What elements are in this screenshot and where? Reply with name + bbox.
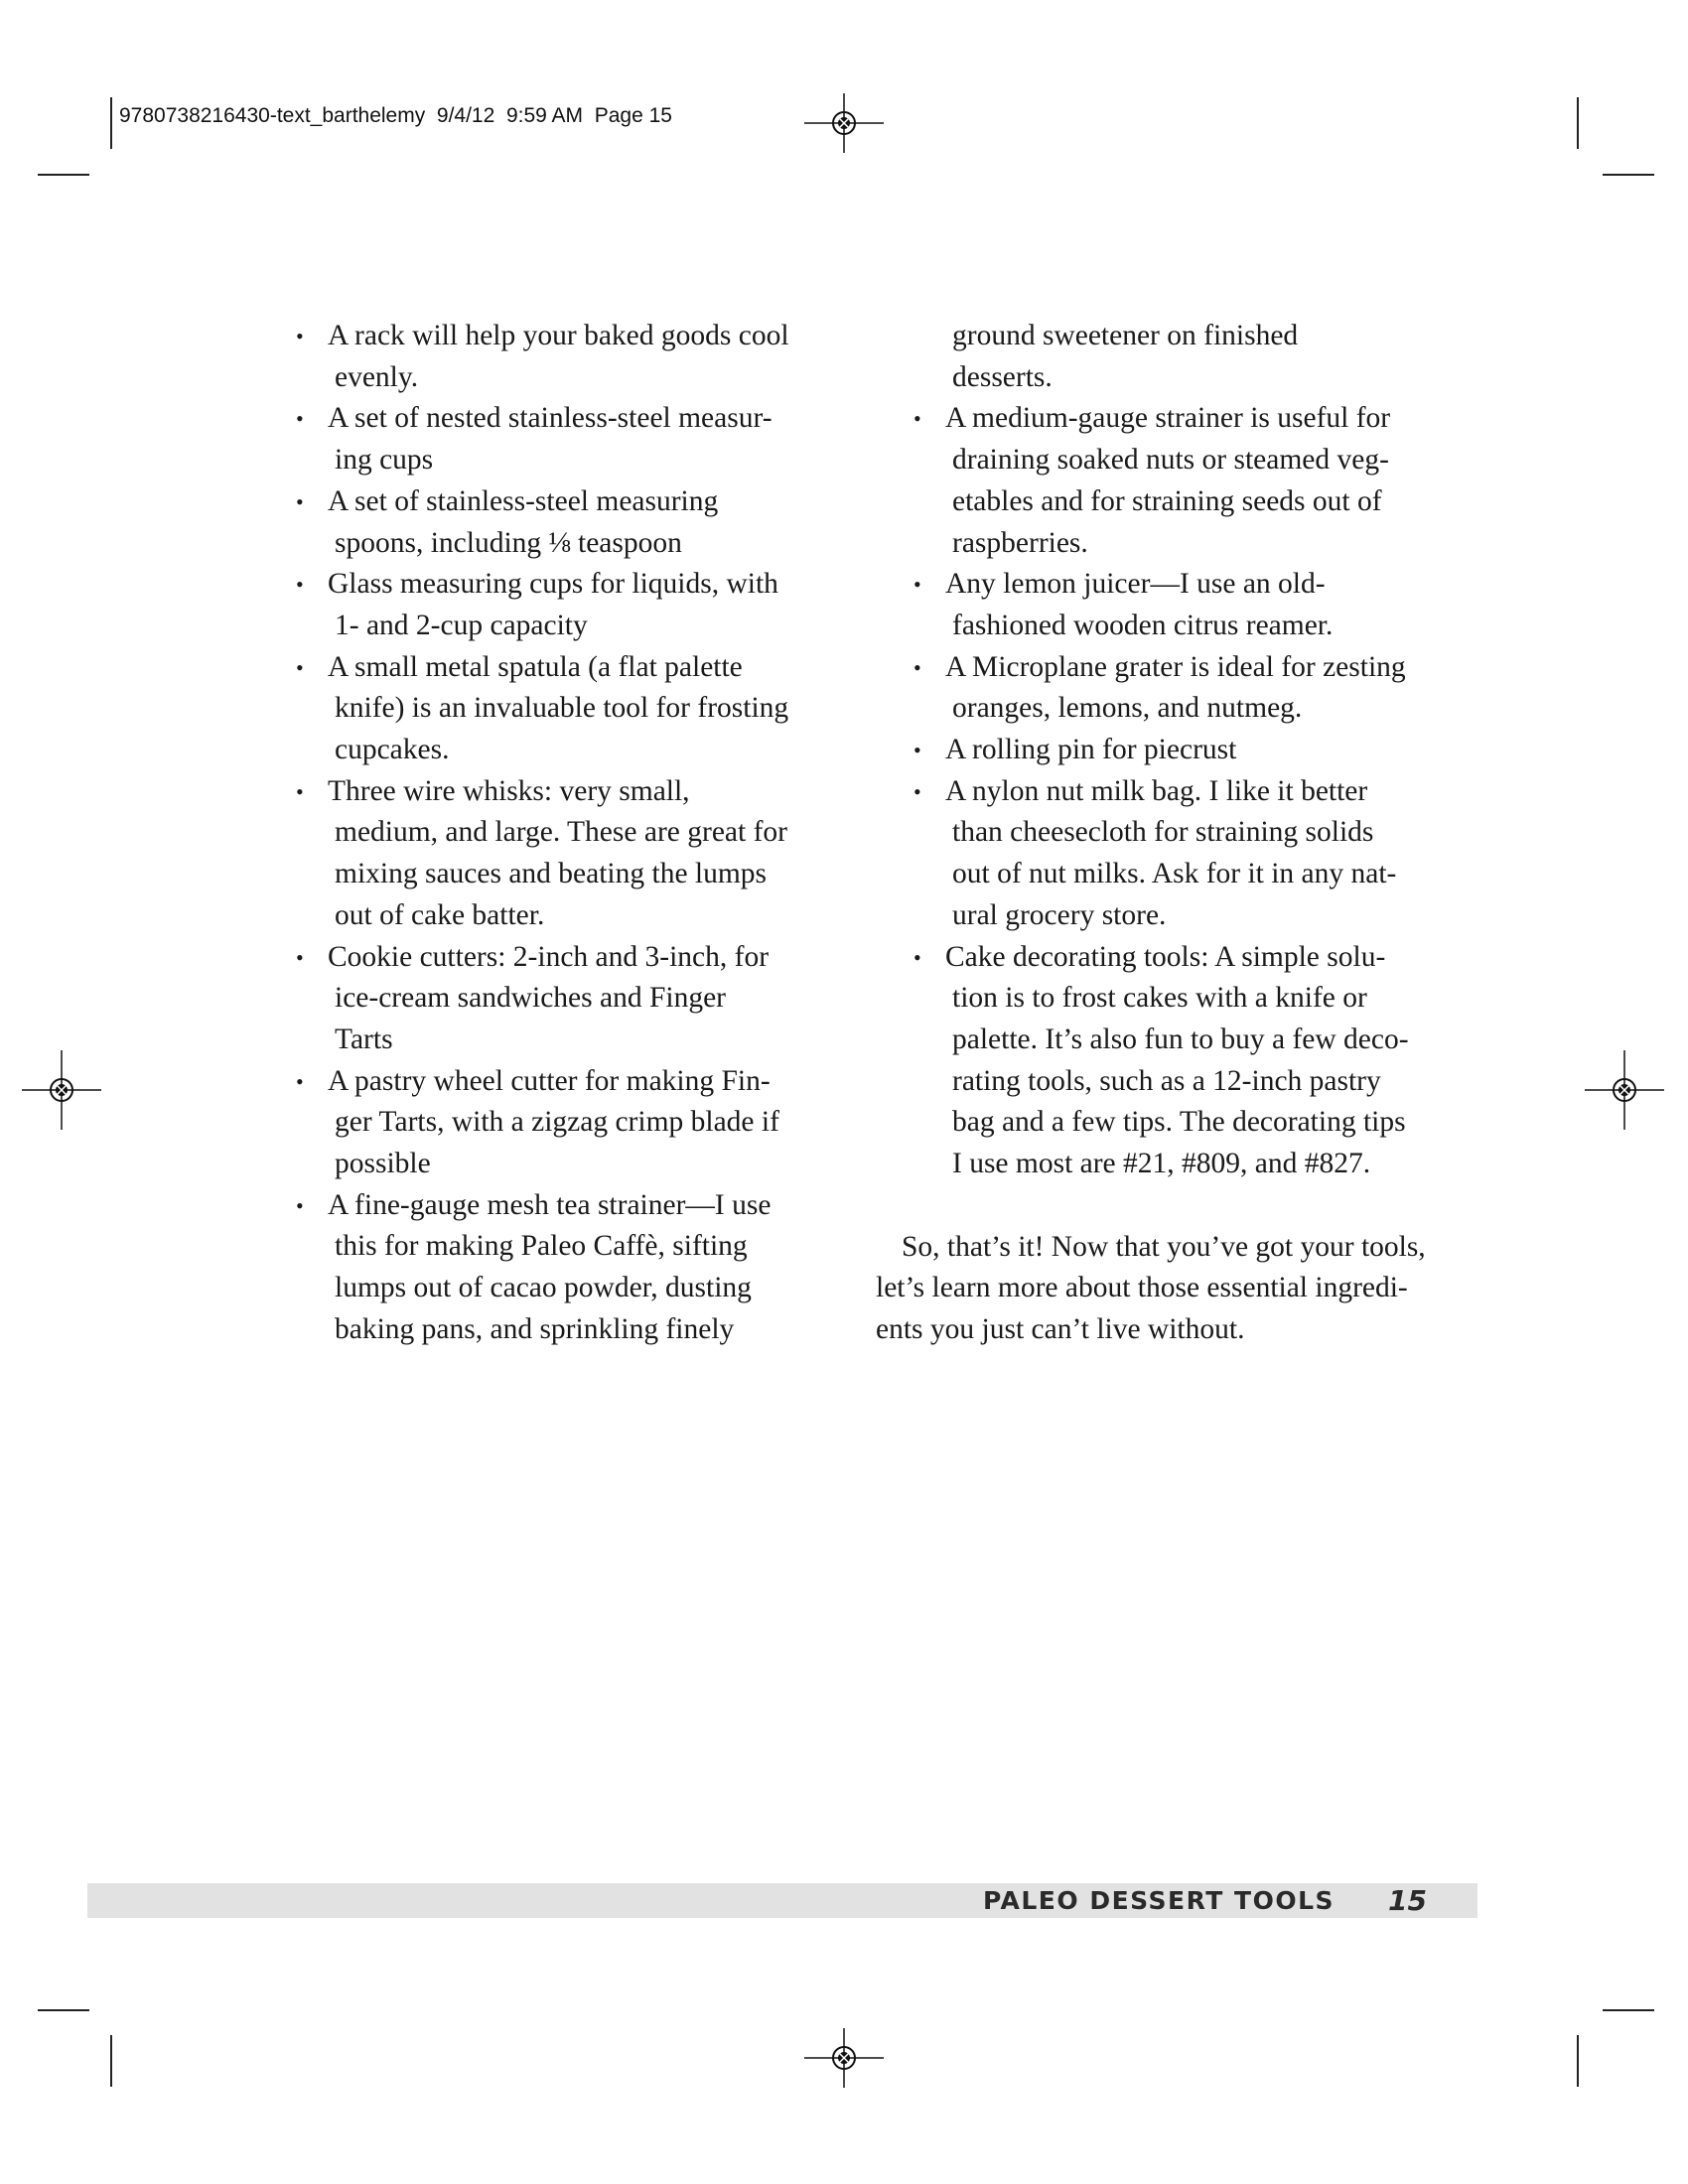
text-line: medium, and large. These are great for bbox=[335, 816, 787, 849]
bullet-icon: • bbox=[296, 1192, 304, 1218]
text-line: ice-cream sandwiches and Finger bbox=[335, 982, 726, 1015]
list-item bbox=[298, 1185, 834, 1351]
text-line: A pastry wheel cutter for making Fin- bbox=[328, 1064, 771, 1097]
text-line: I use most are #21, #809, and #827. bbox=[952, 1148, 1371, 1180]
slug-page-label: Page 15 bbox=[594, 104, 672, 127]
text-line: let’s learn more about those essential ingredi- bbox=[876, 1272, 1408, 1304]
text-line: A fine-gauge mesh tea strainer—I use bbox=[328, 1188, 772, 1221]
crop-mark bbox=[38, 2009, 89, 2011]
closing-paragraph bbox=[876, 1227, 1442, 1351]
text-line: possible bbox=[335, 1148, 431, 1180]
list-item bbox=[298, 937, 834, 1061]
text-line: A medium-gauge strainer is useful for bbox=[945, 402, 1391, 435]
text-line: this for making Paleo Caffè, sifting bbox=[335, 1230, 748, 1263]
text-line: ger Tarts, with a zigzag crimp blade if bbox=[335, 1106, 779, 1139]
list-item bbox=[298, 771, 834, 937]
text-line: Cake decorating tools: A simple solu- bbox=[945, 940, 1386, 973]
text-line: 1- and 2-cup capacity bbox=[335, 609, 588, 641]
text-line: Tarts bbox=[335, 1023, 393, 1055]
crop-mark bbox=[110, 2035, 112, 2087]
left-column bbox=[298, 316, 834, 1351]
bullet-icon: • bbox=[296, 406, 304, 432]
text-line: than cheesecloth for straining solids bbox=[952, 816, 1374, 849]
crop-mark bbox=[1603, 174, 1654, 176]
list-item bbox=[915, 564, 1442, 646]
bullet-icon: • bbox=[296, 944, 304, 970]
crop-mark bbox=[110, 97, 112, 149]
crop-mark bbox=[1577, 2035, 1579, 2087]
text-line: baking pans, and sprinkling finely bbox=[335, 1312, 735, 1345]
text-line: A Microplane grater is ideal for zesting bbox=[945, 650, 1406, 683]
text-line: ents you just can’t live without. bbox=[876, 1313, 1245, 1346]
tools-list-right bbox=[915, 398, 1442, 1184]
bullet-icon: • bbox=[914, 738, 921, 763]
bullet-icon: • bbox=[914, 654, 921, 680]
list-item bbox=[298, 481, 834, 564]
list-item bbox=[915, 398, 1442, 564]
list-item-continuation bbox=[915, 316, 1442, 398]
list-item bbox=[915, 730, 1442, 771]
text-line: oranges, lemons, and nutmeg. bbox=[952, 692, 1303, 725]
text-line: out of cake batter. bbox=[335, 898, 545, 931]
crop-mark bbox=[1603, 2009, 1654, 2011]
text-line: evenly. bbox=[335, 360, 419, 393]
bullet-icon: • bbox=[296, 778, 304, 804]
text-line: A small metal spatula (a flat palette bbox=[328, 650, 743, 683]
tools-list-left bbox=[298, 316, 834, 1351]
bullet-icon: • bbox=[296, 1068, 304, 1094]
list-item bbox=[915, 937, 1442, 1185]
registration-mark-icon bbox=[804, 83, 884, 163]
text-line: fashioned wooden citrus reamer. bbox=[952, 609, 1334, 641]
text-line: ing cups bbox=[335, 444, 434, 477]
list-item bbox=[298, 1061, 834, 1185]
text-line: Any lemon juicer—I use an old- bbox=[945, 568, 1326, 601]
bullet-icon: • bbox=[296, 488, 304, 514]
slug-file: 9780738216430-text_barthelemy bbox=[119, 104, 426, 127]
text-line: A set of stainless-steel measuring bbox=[328, 484, 719, 517]
bullet-icon: • bbox=[296, 324, 304, 348]
list-item bbox=[915, 771, 1442, 937]
text-line: ural grocery store. bbox=[952, 898, 1167, 931]
bullet-icon: • bbox=[914, 572, 921, 598]
text-line: spoons, including ⅛ teaspoon bbox=[335, 526, 682, 559]
text-line: palette. It’s also fun to buy a few deco- bbox=[952, 1023, 1409, 1055]
text-line: A nylon nut milk bag. I like it better bbox=[945, 774, 1368, 807]
text-line: cupcakes. bbox=[335, 734, 450, 766]
list-item bbox=[298, 316, 834, 398]
text-line: So, that’s it! Now that you’ve got your tools, bbox=[902, 1230, 1426, 1263]
list-item bbox=[915, 647, 1442, 730]
registration-mark-icon bbox=[22, 1050, 101, 1130]
right-column bbox=[876, 316, 1442, 1351]
slug-time: 9:59 AM bbox=[505, 104, 584, 127]
bullet-icon: • bbox=[914, 944, 921, 970]
footer-page-number: 15 bbox=[1388, 1884, 1427, 1917]
text-line: Three wire whisks: very small, bbox=[328, 774, 690, 807]
text-line: etables and for straining seeds out of bbox=[952, 484, 1382, 517]
text-line: draining soaked nuts or steamed veg- bbox=[952, 444, 1389, 477]
text-line: Cookie cutters: 2-inch and 3-inch, for bbox=[328, 940, 770, 973]
text-line: raspberries. bbox=[952, 526, 1088, 559]
text-line: knife) is an invaluable tool for frosting bbox=[335, 692, 789, 725]
text-line: tion is to frost cakes with a knife or bbox=[952, 982, 1367, 1015]
slug-date: 9/4/12 bbox=[436, 104, 495, 127]
text-line: rating tools, such as a 12-inch pastry bbox=[952, 1064, 1381, 1097]
text-line: A rack will help your baked goods cool bbox=[328, 320, 789, 351]
text-line: A rolling pin for piecrust bbox=[945, 734, 1237, 766]
bullet-icon: • bbox=[296, 654, 304, 680]
registration-mark-icon bbox=[804, 2018, 884, 2098]
bullet-icon: • bbox=[914, 406, 921, 432]
text-line: desserts. bbox=[952, 360, 1053, 393]
text-line: A set of nested stainless-steel measur- bbox=[328, 402, 773, 435]
printer-slug bbox=[119, 104, 672, 128]
registration-mark-icon bbox=[1585, 1050, 1664, 1130]
text-line: ground sweetener on finished bbox=[952, 320, 1299, 351]
list-item bbox=[298, 564, 834, 646]
bullet-icon: • bbox=[914, 778, 921, 804]
list-item bbox=[298, 647, 834, 771]
text-line: bag and a few tips. The decorating tips bbox=[952, 1106, 1406, 1139]
crop-mark bbox=[1577, 97, 1579, 149]
list-item bbox=[298, 398, 834, 480]
bullet-icon: • bbox=[296, 572, 304, 598]
text-line: lumps out of cacao powder, dusting bbox=[335, 1272, 752, 1304]
text-line: mixing sauces and beating the lumps bbox=[335, 858, 768, 890]
crop-mark bbox=[38, 174, 89, 176]
footer-section-title: PALEO DESSERT TOOLS bbox=[983, 1886, 1336, 1915]
text-line: Glass measuring cups for liquids, with bbox=[328, 568, 778, 601]
text-line: out of nut milks. Ask for it in any nat- bbox=[952, 858, 1397, 890]
